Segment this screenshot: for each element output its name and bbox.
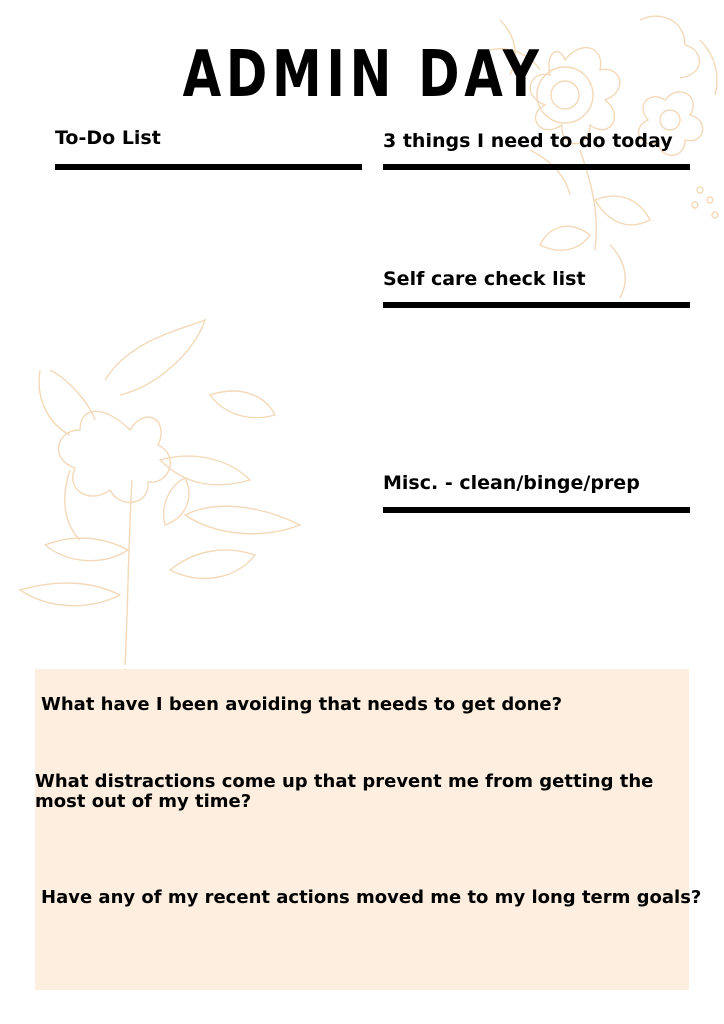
three-things-heading: 3 things I need to do today [383,130,673,152]
todo-list-heading: To-Do List [55,127,161,149]
reflection-question: What distractions come up that prevent me from getting the most out of my time? [35,771,654,812]
reflection-question: Have any of my recent actions moved me to my long term goals? [41,887,702,908]
page-title: ADMIN DAY [182,38,544,112]
self-care-divider [383,302,690,308]
self-care-heading: Self care check list [383,268,586,290]
reflection-panel [35,669,689,990]
misc-divider [383,507,690,513]
todo-list-divider [55,164,362,170]
misc-heading: Misc. - clean/binge/prep [383,472,640,494]
reflection-question: What have I been avoiding that needs to get done? [41,694,563,715]
three-things-divider [383,164,690,170]
flower-branch-illustration-icon [10,310,310,670]
